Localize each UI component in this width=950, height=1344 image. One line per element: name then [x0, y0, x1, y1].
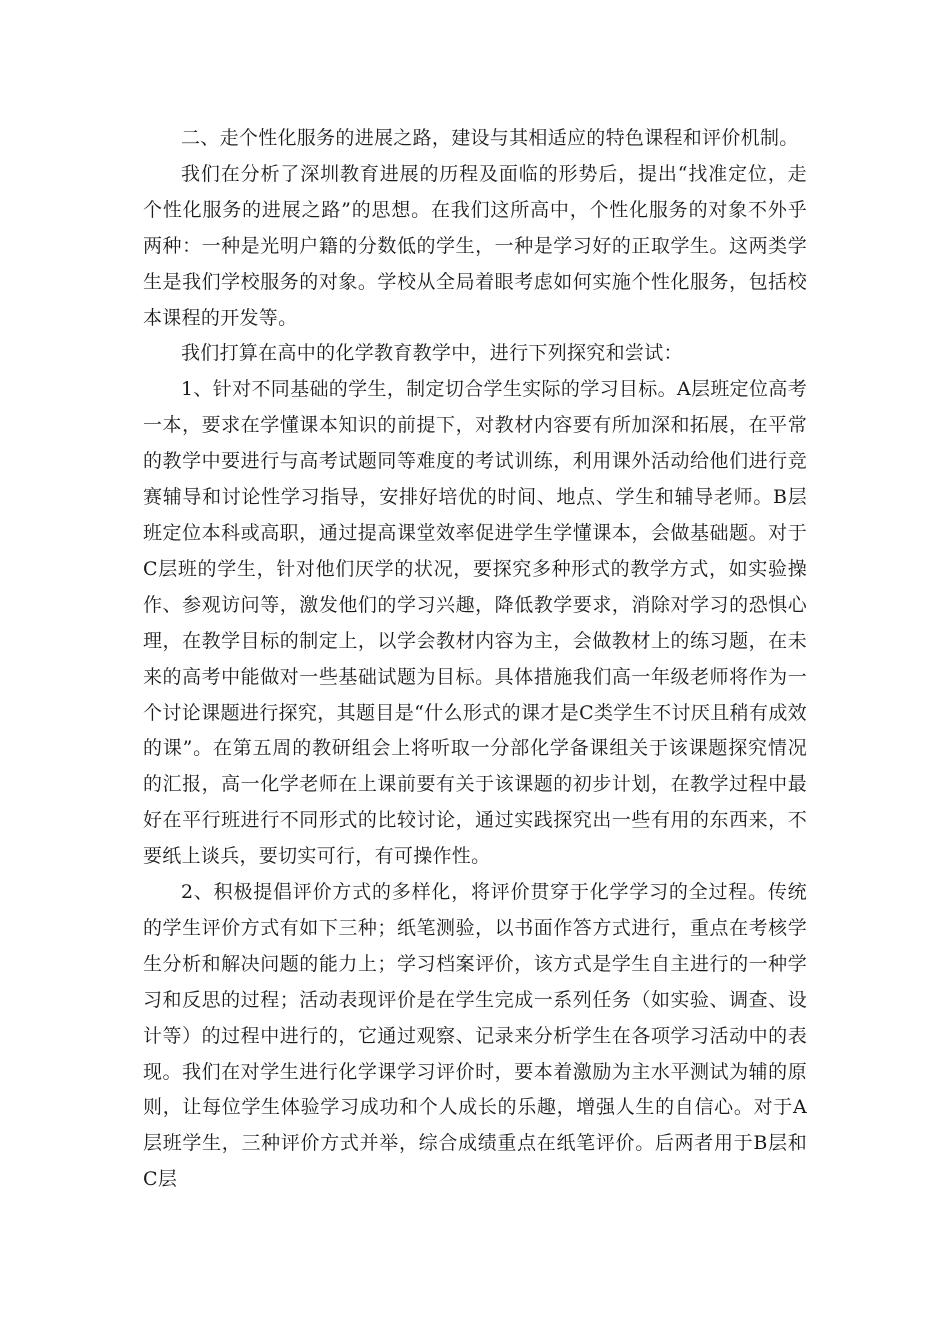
paragraph-item-2: 2、积极提倡评价方式的多样化，将评价贯穿于化学学习的全过程。传统的学生评价方式有如下三种；纸笔测验，以书面作答方式进行，重点在考核学生分析和解决问题的能力上；学习档案评价，该方式是学生自主进行的一种学习和反思的过程；活动表现评价是在学生完成一系列任务（如实验、调查、设计等）的过程中进行的，它通过观察、记录来分析学生在各项学习活动中的表现。我们在对学生进行化学课学习评价时，要本着激励为主水平测试为辅的原则，让每位学生体验学习成功和个人成长的乐趣，增强人生的自信心。对于A层班学生，三种评价方式并举，综合成绩重点在纸笔评价。后两者用于B层和C层: [143, 881, 807, 1191]
section-heading: 二、走个性化服务的进展之路，建设与其相适应的特色课程和评价机制。: [181, 127, 799, 149]
paragraph-plan-intro: 我们打算在高中的化学教育教学中，进行下列探究和尝试：: [181, 342, 683, 365]
document-body: [143, 121, 807, 1198]
paragraph-item-1: 1、针对不同基础的学生，制定切合学生实际的学习目标。A层班定位高考一本，要求在学懂课本知识的前提下，对教材内容要有所加深和拓展，在平常的教学中要进行与高考试题同等难度的考试训练，利用课外活动给他们进行竞赛辅导和讨论性学习指导，安排好培优的时间、地点、学生和辅导老师。B层班定位本科或高职，通过提高课堂效率促进学生学懂课本，会做基础题。对于C层班的学生，针对他们厌学的状况，要探究多种形式的教学方式，如实验操作、参观访问等，激发他们的学习兴趣，降低教学要求，消除对学习的恐惧心理，在教学目标的制定上，以学会教材内容为主，会做教材上的练习题，在未来的高考中能做对一些基础试题为目标。具体措施我们高一年级老师将作为一个讨论课题进行探究，其题目是“什么形式的课才是C类学生不讨厌且稍有成效的课”。在第五周的教研组会上将听取一分部化学备课组关于该课题探究情况的汇报，高一化学老师在上课前要有关于该课题的初步计划，在教学过程中最好在平行班进行不同形式的比较讨论，通过实践探究出一些有用的东西来，不要纸上谈兵，要切实可行，有可操作性。: [143, 378, 807, 868]
paragraph-analysis: 我们在分析了深圳教育进展的历程及面临的形势后，提出“找准定位，走个性化服务的进展之路”的思想。在我们这所高中，个性化服务的对象不外乎两种：一种是光明户籍的分数低的学生，一种是学习好的正取学生。这两类学生是我们学校服务的对象。学校从全局着眼考虑如何实施个性化服务，包括校本课程的开发等。: [143, 162, 807, 329]
